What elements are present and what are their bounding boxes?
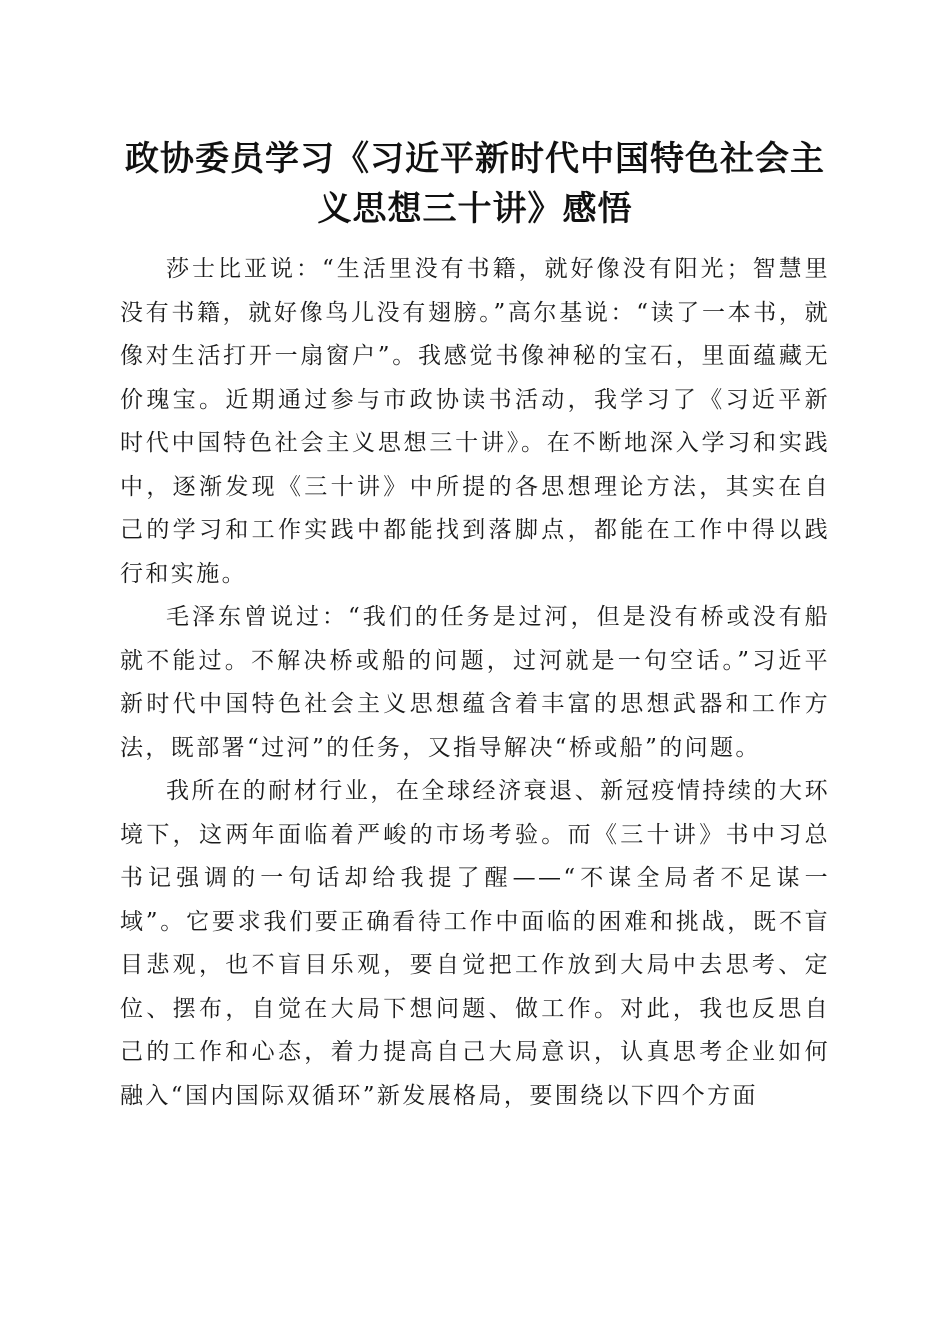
paragraph-2: 毛泽东曾说过：“我们的任务是过河，但是没有桥或没有船就不能过。不解决桥或船的问题，过河就是一句空话。”习近平新时代中国特色社会主义思想蕴含着丰富的思想武器和工作方法，既部署“过河”的任务，又指导解决“桥或船”的问题。	[120, 604, 830, 761]
document-title	[100, 134, 850, 234]
title-line-1: 政协委员学习《习近平新时代中国特色社会主	[125, 139, 825, 179]
paragraph-3: 我所在的耐材行业，在全球经济衰退、新冠疫情持续的大环境下，这两年面临着严峻的市场考验。而《三十讲》书中习总书记强调的一句话却给我提了醒——“不谋全局者不足谋一域”。它要求我们要正确看待工作中面临的困难和挑战，既不盲目悲观，也不盲目乐观，要自觉把工作放到大局中去思考、定位、摆布，自觉在大局下想问题、做工作。对此，我也反思自己的工作和心态，着力提高自己大局意识，认真思考企业如何融入“国内国际双循环”新发展格局，要围绕以下四个方面	[120, 778, 830, 1109]
document-body	[120, 248, 830, 1118]
title-line-2: 义思想三十讲》感悟	[317, 189, 633, 229]
paragraph-1: 莎士比亚说：“生活里没有书籍，就好像没有阳光；智慧里没有书籍，就好像鸟儿没有翅膀。”高尔基说：“读了一本书，就像对生活打开一扇窗户”。我感觉书像神秘的宝石，里面蕴藏无价瑰宝。近期通过参与市政协读书活动，我学习了《习近平新时代中国特色社会主义思想三十讲》。在不断地深入学习和实践中，逐渐发现《三十讲》中所提的各思想理论方法，其实在自己的学习和工作实践中都能找到落脚点，都能在工作中得以践行和实施。	[120, 256, 830, 587]
